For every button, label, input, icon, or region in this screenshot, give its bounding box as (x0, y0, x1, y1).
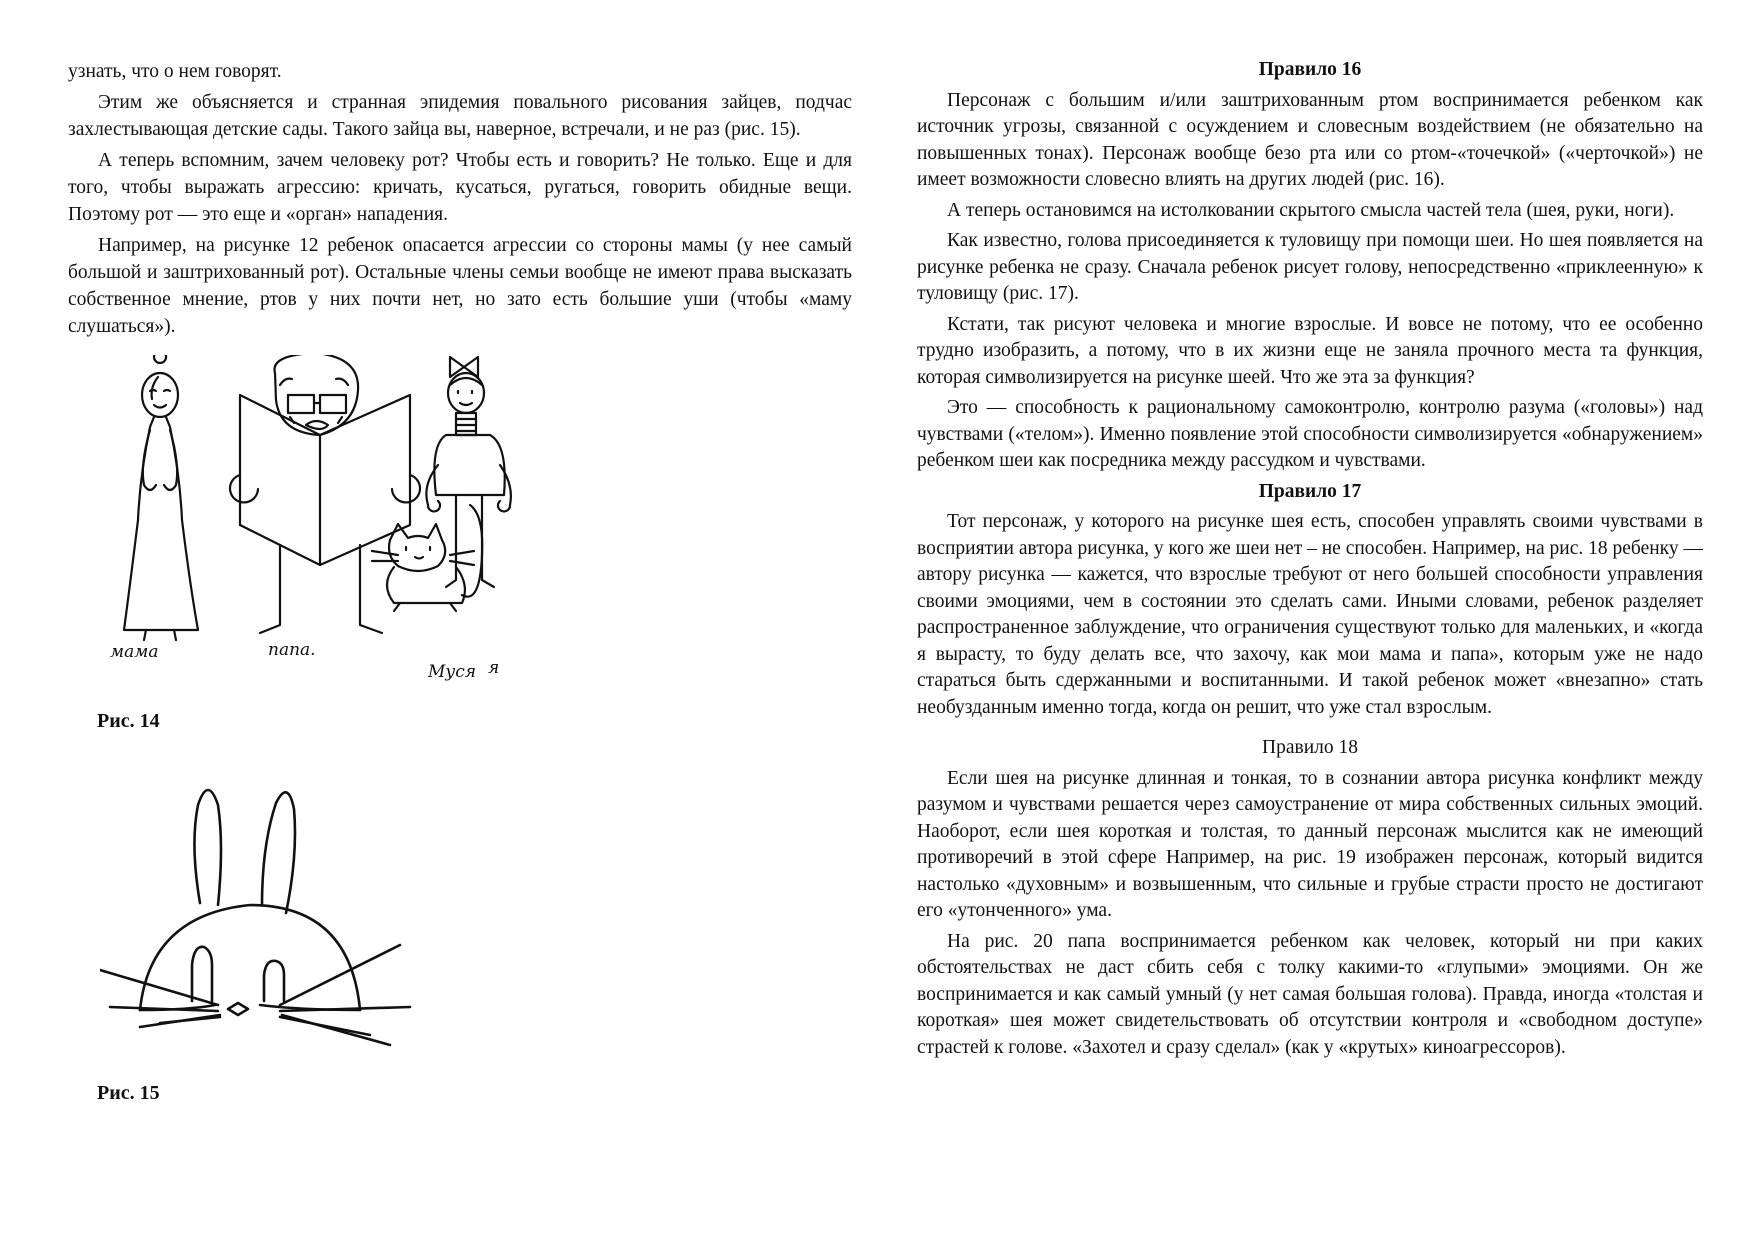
paragraph: А теперь вспомним, зачем человеку рот? Чтобы есть и говорить? Не только. Еще и для того, чтобы выражать агрессию: кричать, кусаться, ругаться, говорить обидные вещи. Поэтому рот — это еще и «орган» нападения. (68, 150, 852, 225)
paragraph: Персонаж с большим и/или заштрихованным ртом воспринимается ребенком как источник угрозы, связанной с осуждением и словесным воздействием (не обязательно на повышенных тонах). Персонаж вообще безо рта или со ртом-«точечкой» («черточкой») не имеет возможности словесно влиять на других людей (рис. 16). (917, 89, 1703, 190)
paragraph: Тот персонаж, у которого на рисунке шея есть, способен управлять своими чувствами в восприятии автора рисунка, у кого же шеи нет – не способен. Например, на рис. 18 ребенку — автору рисунка — кажется, что взрослые требуют от него большей способности управления своими эмоциями, чем в состоянии это сделать сами. Иными словами, ребенок разделяет распространенное заблуждение, что ограничения существуют только для маленьких, и «когда я вырасту, то буду делать все, что захочу, как мои мама и папа», которым уже не надо стараться быть сдержанными и воспитанными. И такой ребенок может «внезапно» стать необузданным именно тогда, когда он решит, что уже стал взрослым. (917, 511, 1703, 718)
paragraph: узнать, что о нем говорят. (68, 61, 282, 82)
label-papa: папа. (268, 640, 316, 660)
rule-17-heading: Правило 17 (1258, 480, 1362, 502)
figure-14-family-drawing (110, 355, 590, 685)
paragraph: Кстати, так рисуют человека и многие взрослые. И вовсе не потому, что ее особенно трудно изобразить, а потому, что в их жизни еще не заняла прочного места та функция, которая символизируется на рисунке шеей. Что же эта за функция? (917, 313, 1703, 388)
label-ya: я (488, 658, 500, 678)
figure-14-caption: Рис. 14 (97, 710, 160, 732)
paragraph: Как известно, голова присоединяется к туловищу при помощи шеи. Но шея появляется на рисунке ребенка не сразу. Сначала ребенок рисует голову, непосредственно «приклеенную» к туловищу (рис. 17). (917, 230, 1703, 304)
label-musya: Муся (428, 662, 477, 682)
right-page (877, 0, 1754, 1240)
right-text-column (917, 55, 1703, 1065)
paragraph: А теперь остановимся на истолковании скрытого смысла частей тела (шея, руки, ноги). (947, 199, 1675, 221)
paragraph: Например, на рисунке 12 ребенок опасается агрессии со стороны мамы (у нее самый большой и заштрихованный рот). Остальные члены семьи вообще не имеют права высказать собственное мнение, ртов у них почти нет, но зато есть большие уши (чтобы «маму слушаться»). (68, 235, 852, 337)
rule-16-heading: Правило 16 (1258, 59, 1362, 80)
drawing-papa (230, 355, 420, 633)
paragraph: Если шея на рисунке длинная и тонкая, то в сознании автора рисунка конфликт между разумом и чувствами решается через самоустранение от мира собственных сильных эмоций. Наоборот, если шея короткая и толстая, то данный персонаж мыслится как не имеющий противоречий в этой сфере Например, на рис. 19 изображен персонаж, который видится настолько «духовным» и возвышенным, что сильные и грубые страсти просто не достигают его «утонченного» ума. (917, 767, 1703, 921)
figure-15-hare-drawing (100, 765, 430, 1065)
figure-15-caption: Рис. 15 (97, 1082, 160, 1104)
drawing-mama (124, 355, 198, 640)
label-mama: мама (110, 642, 159, 662)
paragraph: На рис. 20 папа воспринимается ребенком как человек, который ни при каких обстоятельствах не даст сбить себя с толку какими-то «глупыми» эмоциями. Он же воспринимается и как самый умный (у нет самая большая голова). Правда, иногда «толстая и короткая» шея может свидетельствовать об отсутствии контроля и «свободном доступе» страстей к голове. «Захотел и сразу сделал» (как у «крутых» киноагрессоров). (917, 930, 1703, 1058)
paragraph: Этим же объясняется и странная эпидемия повального рисования зайцев, подчас захлестывающая детские сады. Такого зайца вы, наверное, встречали, и не раз (рис. 15). (68, 92, 852, 140)
paragraph: Это — способность к рациональному самоконтролю, контролю разума («головы») над чувствами («телом»). Именно появление этой способности символизируется «обнаружением» ребенком шеи как посредника между рассудком и чувствами. (917, 397, 1703, 471)
drawing-musya (372, 505, 482, 611)
rule-18-heading: Правило 18 (1262, 737, 1358, 758)
left-text-column (68, 58, 852, 344)
